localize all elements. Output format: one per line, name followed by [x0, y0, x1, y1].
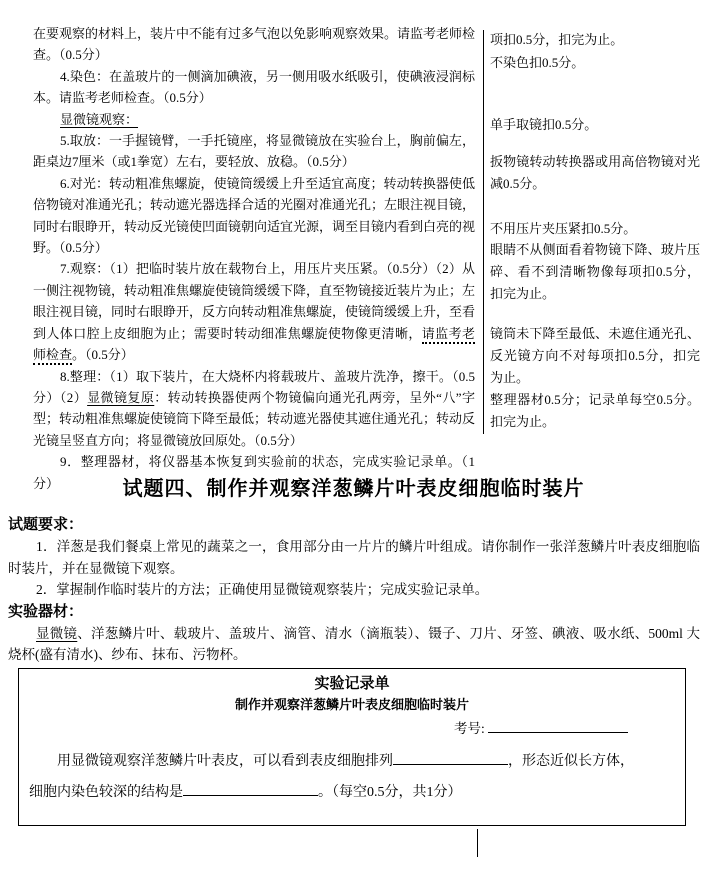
scoring-note: 整理器材0.5分；记录单每空0.5分。扣完为止。: [490, 392, 700, 429]
text-run: ：转动转换器使两个物镜偏向通光孔两旁，呈外“八”字型；转动粗准焦螺旋使镜筒下降至最低；转动遮光器使其遮住通光孔；转动反光镜呈竖直方向；将显微镜放回原处。（0.5分）: [33, 389, 476, 448]
equipment-text: [8, 623, 700, 666]
text-run: 6.对光：转动粗准焦螺旋，使镜筒缓缓上升至适宜高度；转动转换器使低倍物镜对准通光孔；转动遮光器选择合适的光圈对准通光孔；左眼注视目镜，同时右眼睁开，转动反光镜使凹面镜朝向适宜光源，调至目镜内看到白亮的视野。（0.5分）: [33, 175, 476, 256]
body-text: 细胞内染色较深的结构是: [29, 785, 183, 800]
procedure-column: [33, 23, 475, 494]
procedure-paragraph: [33, 130, 475, 173]
requirements-list: [8, 536, 700, 601]
scoring-note: 单手取镜扣0.5分。: [490, 117, 598, 132]
column-divider: [483, 30, 484, 434]
fill-blank-1: [393, 752, 508, 765]
requirements-heading: 试题要求：: [8, 517, 84, 533]
scoring-note: 不用压片夹压紧扣0.5分。: [490, 221, 637, 236]
record-body-line: [29, 746, 675, 777]
requirement-item: 1．洋葱是我们餐桌上常见的蔬菜之一，食用部分由一片片的鳞片叶组成。请你制作一张洋葱鳞片叶表皮细胞临时装片，并在显微镜下观察。: [8, 539, 700, 576]
text-run: 8.整理：（1）取下装片，在大烧杯内将载玻片、盖玻片洗净，擦干。（0.5分）（2）: [33, 368, 475, 405]
procedure-paragraph: [33, 66, 475, 109]
text-run: 。（0.5分）: [72, 347, 134, 363]
scoring-note: 不染色扣0.5分。: [490, 55, 585, 70]
page-break-tick: [477, 829, 478, 857]
exam-no-blank: [488, 721, 628, 733]
emphasized-text: 显微镜观察：: [60, 111, 139, 127]
text-run: 7.观察：（1）把临时装片放在载物台上，用压片夹压紧。（0.5分）（2）从一侧注视物镜，转动粗准焦螺旋使镜筒缓缓下降，直至物镜接近装片为止；左眼注视目镜，同时右眼睁开，反方向转动粗准焦螺旋，使镜筒缓缓上升，至看到人体口腔上皮细胞为止；需要时转动细准焦螺旋使物像更清晰，: [33, 261, 476, 341]
scoring-note: 扳物镜转动转换器或用高倍物镜对光减0.5分。: [490, 154, 700, 191]
procedure-paragraph: [33, 23, 475, 66]
text-run: 4.染色：在盖玻片的一侧滴加碘液，另一侧用吸水纸吸引，使碘液浸润标本。请监考老师检查。（0.5分）: [33, 68, 475, 106]
text-run: 9．整理器材，将仪器基本恢复到实验前的状态，完成实验记录单。（1分）: [33, 454, 475, 491]
emphasized-text: 显微镜: [36, 625, 78, 641]
procedure-paragraph: [33, 258, 475, 365]
text-run: 、洋葱鳞片叶、载玻片、盖玻片、滴管、清水（滴瓶装）、镊子、刀片、牙签、碘液、吸水纸、500ml 大烧杯(盛有清水)、纱布、抹布、污物杯。: [8, 625, 700, 662]
text-run: 在要观察的材料上，装片中不能有过多气泡以免影响观察效果。请监考老师检查。（0.5分）: [33, 26, 476, 63]
record-sheet-body: [29, 746, 675, 808]
emphasized-text: 请监考老师检查: [33, 326, 475, 365]
procedure-paragraph: [33, 173, 475, 259]
text-run: 5.取放：一手握镜臂，一手托镜座，将显微镜放在实验台上，胸前偏左，距桌边7厘米（或1拳宽）左右，要轻放、放稳。（0.5分）: [33, 133, 475, 170]
requirement-item: 2．掌握制作临时装片的方法；正确使用显微镜观察装片；完成实验记录单。: [36, 582, 489, 597]
record-sheet-title: 实验记录单: [314, 675, 390, 692]
scoring-note: 镜筒未下降至最低、未遮住通光孔、反光镜方向不对每项扣0.5分，扣完为止。: [490, 326, 700, 385]
scoring-note: 眼睛不从侧面看着物镜下降、玻片压碎、看不到清晰物像每项扣0.5分，扣完为止。: [490, 242, 700, 301]
body-text: 。（每空0.5分，共1分）: [318, 785, 462, 800]
scoring-notes-column: [490, 0, 700, 448]
fill-blank-2: [183, 783, 318, 796]
record-body-line: [29, 777, 675, 808]
exam-no-row: [19, 716, 685, 742]
emphasized-text: 显微镜复原: [87, 389, 155, 405]
section-title: 试题四、制作并观察洋葱鳞片叶表皮细胞临时装片: [122, 478, 585, 500]
body-text: ，形态近似长方体，: [508, 754, 634, 769]
procedure-paragraph: [33, 109, 475, 130]
exam-no-label: 考号:: [454, 721, 485, 736]
body-text: 用显微镜观察洋葱鳞片叶表皮，可以看到表皮细胞排列: [57, 754, 393, 769]
procedure-paragraph: [33, 366, 475, 452]
record-sheet-box: [18, 668, 686, 826]
requirements-section: [8, 514, 700, 666]
scoring-note: 项扣0.5分，扣完为止。: [490, 32, 624, 47]
equipment-heading: 实验器材：: [8, 603, 84, 620]
record-sheet-subtitle: 制作并观察洋葱鳞片叶表皮细胞临时装片: [234, 697, 469, 712]
